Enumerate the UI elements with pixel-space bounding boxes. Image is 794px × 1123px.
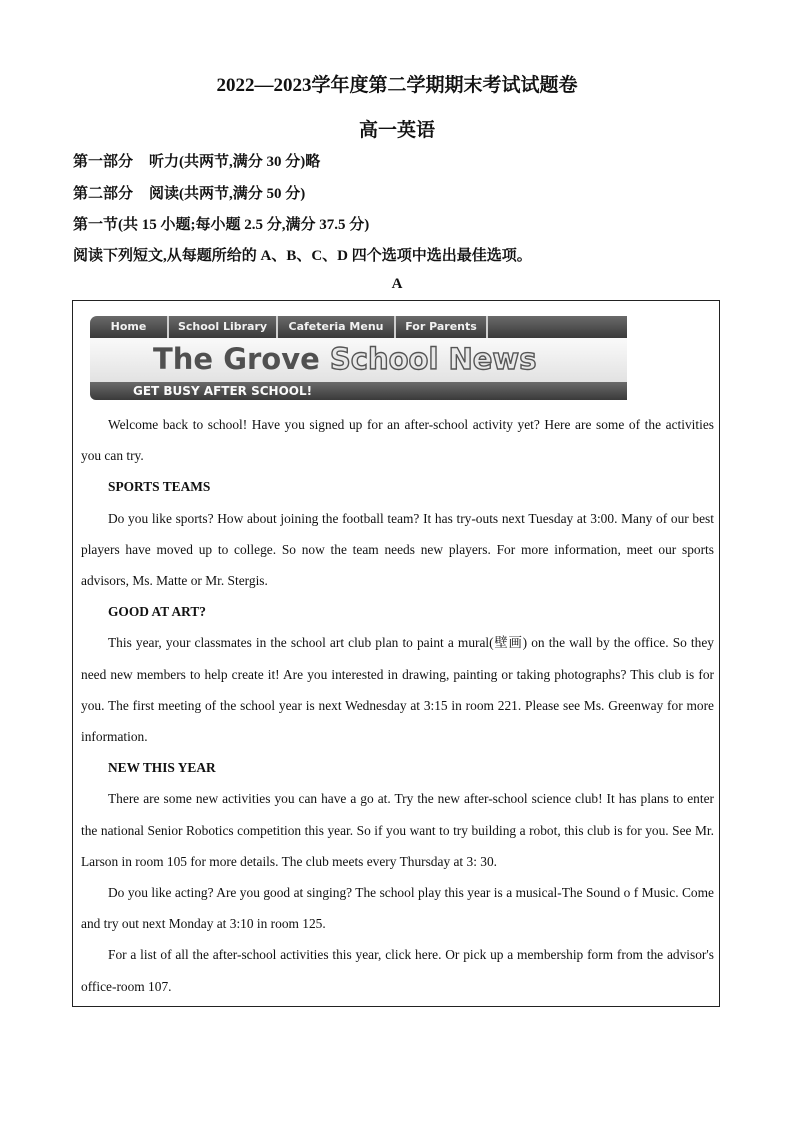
- intro-paragraph: Welcome back to school! Have you signed up for an after-school activity yet? Here are some of the activities you can try.: [81, 417, 714, 464]
- part2-label: 第二部分: [73, 186, 134, 202]
- school-play-paragraph: Do you like acting? Are you good at singing? The school play this year is a musical-The Sound o f Music. Come and try out next Monday at 3:10 in room 125.: [81, 885, 714, 932]
- article-body: [81, 409, 714, 1002]
- part1-label: 第一部分: [73, 154, 134, 170]
- section1-line: 第一节(共 15 小题;每小题 2.5 分,满分 37.5 分): [73, 217, 370, 233]
- masthead-title-part2: School News: [329, 342, 537, 376]
- masthead-title: [153, 342, 537, 376]
- tagline-bar: GET BUSY AFTER SCHOOL!: [90, 382, 627, 400]
- part2-line: [73, 182, 305, 203]
- heading-new-this-year: NEW THIS YEAR: [108, 760, 216, 776]
- activity-list-paragraph: For a list of all the after-school activities this year, click here. Or pick up a membership form from the advisor's office-room 107.: [81, 947, 714, 994]
- exam-title: 2022—2023学年度第二学期期末考试试题卷: [216, 75, 578, 96]
- sports-paragraph: Do you like sports? How about joining the football team? It has try-outs next Tuesday at 3:00. Many of our best players have moved up to college. So now the team needs new players. For more information, meet our sports advisors, Ms. Matte or Mr. Stergis.: [81, 510, 714, 589]
- part2-text: 阅读(共两节,满分 50 分): [149, 186, 306, 202]
- directions-line: 阅读下列短文,从每题所给的 A、B、C、D 四个选项中选出最佳选项。: [73, 248, 532, 264]
- newsletter-banner: [90, 316, 627, 400]
- nav-tab-for-parents[interactable]: For Parents: [396, 316, 488, 338]
- banner-nav: [90, 316, 627, 338]
- part1-text: 听力(共两节,满分 30 分)略: [149, 154, 321, 170]
- science-club-paragraph: There are some new activities you can have a go at. Try the new after-school science club! It has plans to enter the national Senior Robotics competition this year. So if you want to try building a robot, this club is for you. See Mr. Larson in room 105 for more details. The club meets every Thursday at 3: 30.: [81, 791, 714, 869]
- masthead-title-part1: The Grove: [153, 342, 330, 376]
- exam-subtitle: 高一英语: [358, 120, 435, 141]
- heading-sports-teams: SPORTS TEAMS: [108, 479, 211, 495]
- art-paragraph: This year, your classmates in the school art club plan to paint a mural(壁画) on the wall by the office. So they need new members to help create it! Are you interested in drawing, painting or taking photographs? This club is for you. The first meeting of the school year is next Wednesday at 3:15 in room 221. Please see Ms. Greenway for more information.: [81, 635, 714, 745]
- heading-good-at-art: GOOD AT ART?: [108, 604, 206, 620]
- passage-letter: A: [391, 276, 403, 292]
- nav-tab-cafeteria-menu[interactable]: Cafeteria Menu: [278, 316, 396, 338]
- nav-tab-home[interactable]: Home: [90, 316, 169, 338]
- masthead: [90, 338, 627, 382]
- part1-line: [73, 150, 320, 171]
- nav-tab-school-library[interactable]: School Library: [169, 316, 278, 338]
